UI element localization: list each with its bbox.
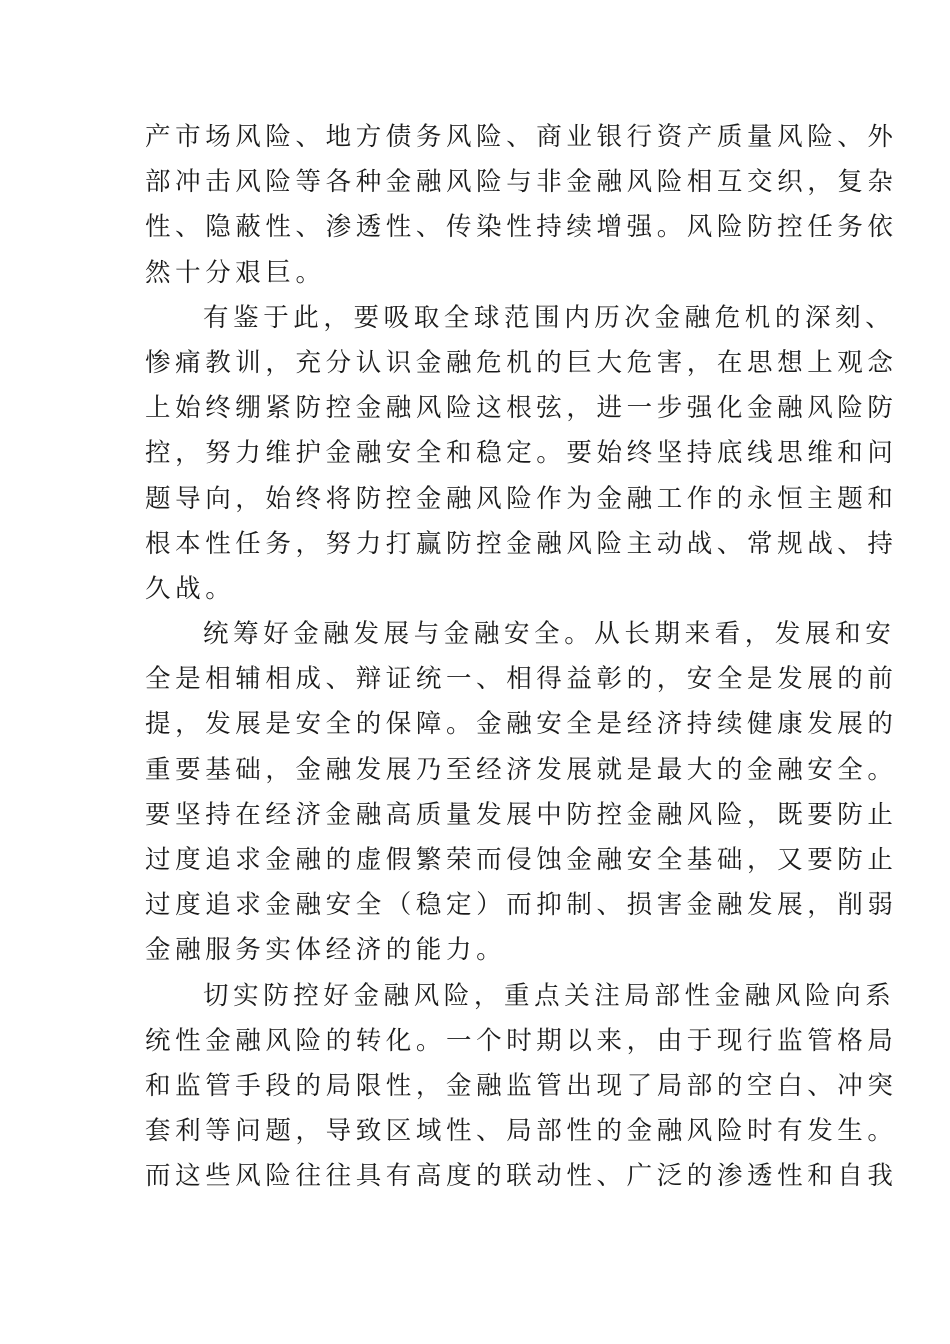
text-line: 过度追求金融的虚假繁荣而侵蚀金融安全基础，又要防止 (145, 845, 898, 875)
text-line: 统性金融风险的转化。一个时期以来，由于现行监管格局 (145, 1025, 898, 1056)
text-line: 部冲击风险等各种金融风险与非金融风险相互交织，复杂 (145, 167, 898, 198)
text-line: 控，努力维护金融安全和稳定。要始终坚持底线思维和问 (145, 438, 898, 469)
text-line: 惨痛教训，充分认识金融危机的巨大危害，在思想上观念 (145, 347, 898, 378)
text-line: 要坚持在经济金融高质量发展中防控金融风险，既要防止 (145, 799, 898, 830)
text-line: 而这些风险往往具有高度的联动性、广泛的渗透性和自我 (145, 1161, 898, 1192)
paragraph-first-line: 统筹好金融发展与金融安全。从长期来看，发展和安 (203, 619, 896, 650)
text-line: 久战。 (145, 573, 236, 604)
text-line: 套利等问题，导致区域性、局部性的金融风险时有发生。 (145, 1116, 898, 1147)
text-line: 全是相辅相成、辩证统一、相得益彰的，安全是发展的前 (145, 664, 898, 695)
text-line: 根本性任务，努力打赢防控金融风险主动战、常规战、持 (145, 528, 898, 559)
text-line: 题导向，始终将防控金融风险作为金融工作的永恒主题和 (145, 483, 898, 514)
text-line: 上始终绷紧防控金融风险这根弦，进一步强化金融风险防 (145, 393, 898, 424)
paragraph-first-line: 切实防控好金融风险，重点关注局部性金融风险向系 (203, 980, 896, 1011)
text-line: 提，发展是安全的保障。金融安全是经济持续健康发展的 (145, 709, 898, 740)
document-body-text (145, 115, 898, 1200)
text-line: 过度追求金融安全（稳定）而抑制、损害金融发展，削弱 (145, 890, 898, 921)
text-line: 然十分艰巨。 (145, 257, 326, 288)
text-line: 重要基础，金融发展乃至经济发展就是最大的金融安全。 (145, 754, 898, 785)
paragraph-first-line: 有鉴于此，要吸取全球范围内历次金融危机的深刻、 (203, 302, 896, 333)
text-line: 性、隐蔽性、渗透性、传染性持续增强。风险防控任务依 (145, 212, 898, 243)
text-line: 金融服务实体经济的能力。 (145, 935, 507, 966)
text-line: 产市场风险、地方债务风险、商业银行资产质量风险、外 (145, 122, 898, 152)
text-line: 和监管手段的局限性，金融监管出现了局部的空白、冲突 (145, 1070, 898, 1101)
